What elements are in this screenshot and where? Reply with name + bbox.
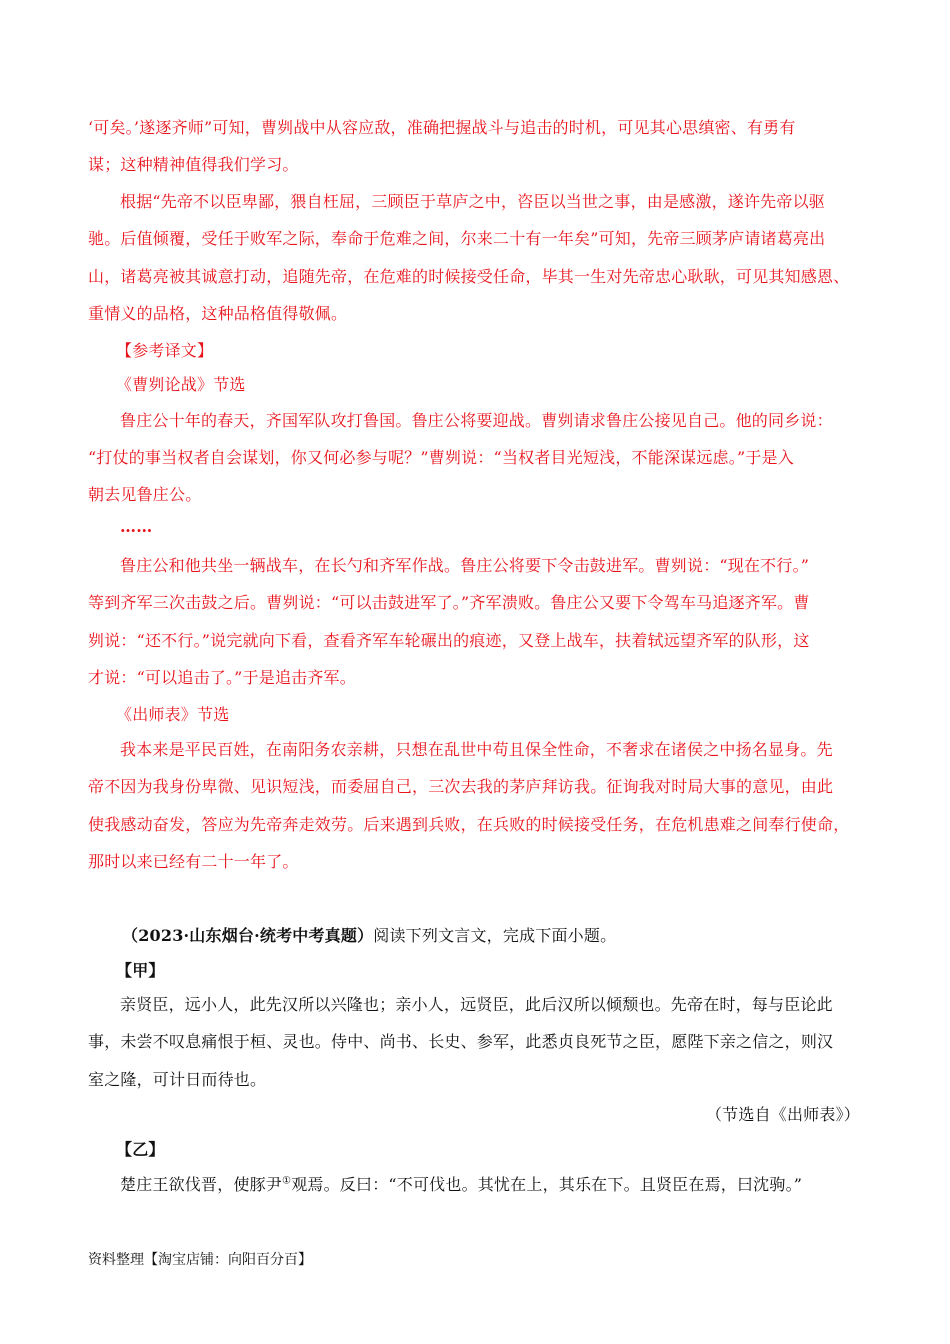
classical-text-line — [88, 1031, 864, 1053]
answer-line: 谋；这种精神值得我们学习。 — [88, 155, 299, 174]
answer-line: 驰。后值倾覆，受任于败军之际，奉命于危难之间，尔来二十有一年矣”可知，先帝三顾茅庐请诸葛亮出 — [88, 229, 826, 248]
translation-ellipsis: …… — [120, 517, 153, 536]
emphasized-character: 反 — [339, 1175, 356, 1194]
translation-line: 我本来是平民百姓，在南阳务农亲耕，只想在乱世中苟且保全性命，不奢求在诸侯之中扬名显身。先 — [120, 740, 833, 759]
emphasized-character: 悉 — [541, 1032, 558, 1051]
classical-text-segment: 曰：“不可伐也。其忧在上，其乐在下。且贤臣在焉，曰沈驹。” — [356, 1175, 803, 1194]
translation-title-caogui: 《曹刿论战》节选 — [116, 375, 246, 394]
classical-text-segment: 观焉。 — [291, 1175, 340, 1194]
classical-text-segment: 贞良死节之臣，愿陛下亲之信之，则汉 — [557, 1032, 834, 1051]
translation-line: 朝去见鲁庄公。 — [88, 485, 202, 504]
translation-line: 鲁庄公和他共坐一辆战车，在长勺和齐军作战。鲁庄公将要下令击鼓进军。曹刿说：“现在不行。” — [120, 556, 810, 575]
section-label-jia: 【甲】 — [116, 961, 165, 980]
answer-line: 山，诸葛亮被其诚意打动，追随先帝，在危难的时候接受任命，毕其一生对先帝忠心耿耿，可见其知感恩、 — [88, 267, 850, 286]
translation-line: 才说：“可以追击了。”于是追击齐军。 — [88, 668, 356, 687]
translation-line: 等到齐军三次击鼓之后。曹刿说：“可以击鼓进军了。”齐军溃败。鲁庄公又要下令驾车马追逐齐军。曹 — [88, 593, 810, 612]
classical-text-segment: 事，未尝不叹息痛恨于桓、灵也。侍中、尚书、长史、参军，此 — [88, 1032, 542, 1051]
classical-text-line: 亲贤臣，远小人，此先汉所以兴隆也；亲小人，远贤臣，此后汉所以倾颓也。先帝在时，每与臣论此 — [120, 995, 833, 1014]
footnote-marker: ① — [282, 1175, 292, 1187]
section-label-yi: 【乙】 — [116, 1140, 165, 1159]
translation-title-chushibiao: 《出师表》节选 — [116, 705, 230, 724]
answer-line: 重情义的品格，这种品格值得敬佩。 — [88, 304, 348, 323]
question-header — [122, 925, 898, 947]
source-citation: （节选自《出师表》） — [705, 1105, 860, 1124]
question-instruction: 阅读下列文言文，完成下面小题。 — [373, 926, 617, 945]
question-source: （2023·山东烟台·统考中考真题） — [122, 926, 374, 945]
translation-heading: 【参考译文】 — [116, 341, 214, 360]
translation-line: 鲁庄公十年的春天，齐国军队攻打鲁国。鲁庄公将要迎战。曹刿请求鲁庄公接见自己。他的同乡说： — [120, 411, 833, 430]
translation-line: 使我感动奋发，答应为先帝奔走效劳。后来遇到兵败，在兵败的时候接受任务，在危机患难之间奉行使命， — [88, 815, 850, 834]
classical-text-line: 室之隆，可计日而待也。 — [88, 1070, 267, 1089]
translation-line: 那时以来已经有二十一年了。 — [88, 852, 299, 871]
classical-text-segment: 楚庄王欲伐晋，使豚尹 — [120, 1175, 283, 1194]
classical-text-line — [120, 1174, 896, 1196]
page-footer: 资料整理【淘宝店铺：向阳百分百】 — [88, 1252, 312, 1268]
translation-line: 帝不因为我身份卑微、见识短浅，而委屈自己，三次去我的茅庐拜访我。征询我对时局大事的意见，由此 — [88, 777, 834, 796]
answer-line: ‘可矣。’遂逐齐师”可知，曹刿战中从容应敌，准确把握战斗与追击的时机，可见其心思缜密、有勇有 — [88, 118, 796, 137]
translation-line: “打仗的事当权者自会谋划，你又何必参与呢？”曹刿说：“当权者目光短浅，不能深谋远虑。”于是入 — [88, 448, 794, 467]
translation-line: 刿说：“还不行。”说完就向下看，查看齐军车轮碾出的痕迹，又登上战车，扶着轼远望齐军的队形，这 — [88, 631, 810, 650]
answer-line: 根据“先帝不以臣卑鄙，猥自枉屈，三顾臣于草庐之中，咨臣以当世之事，由是感激，遂许先帝以驱 — [120, 192, 825, 211]
